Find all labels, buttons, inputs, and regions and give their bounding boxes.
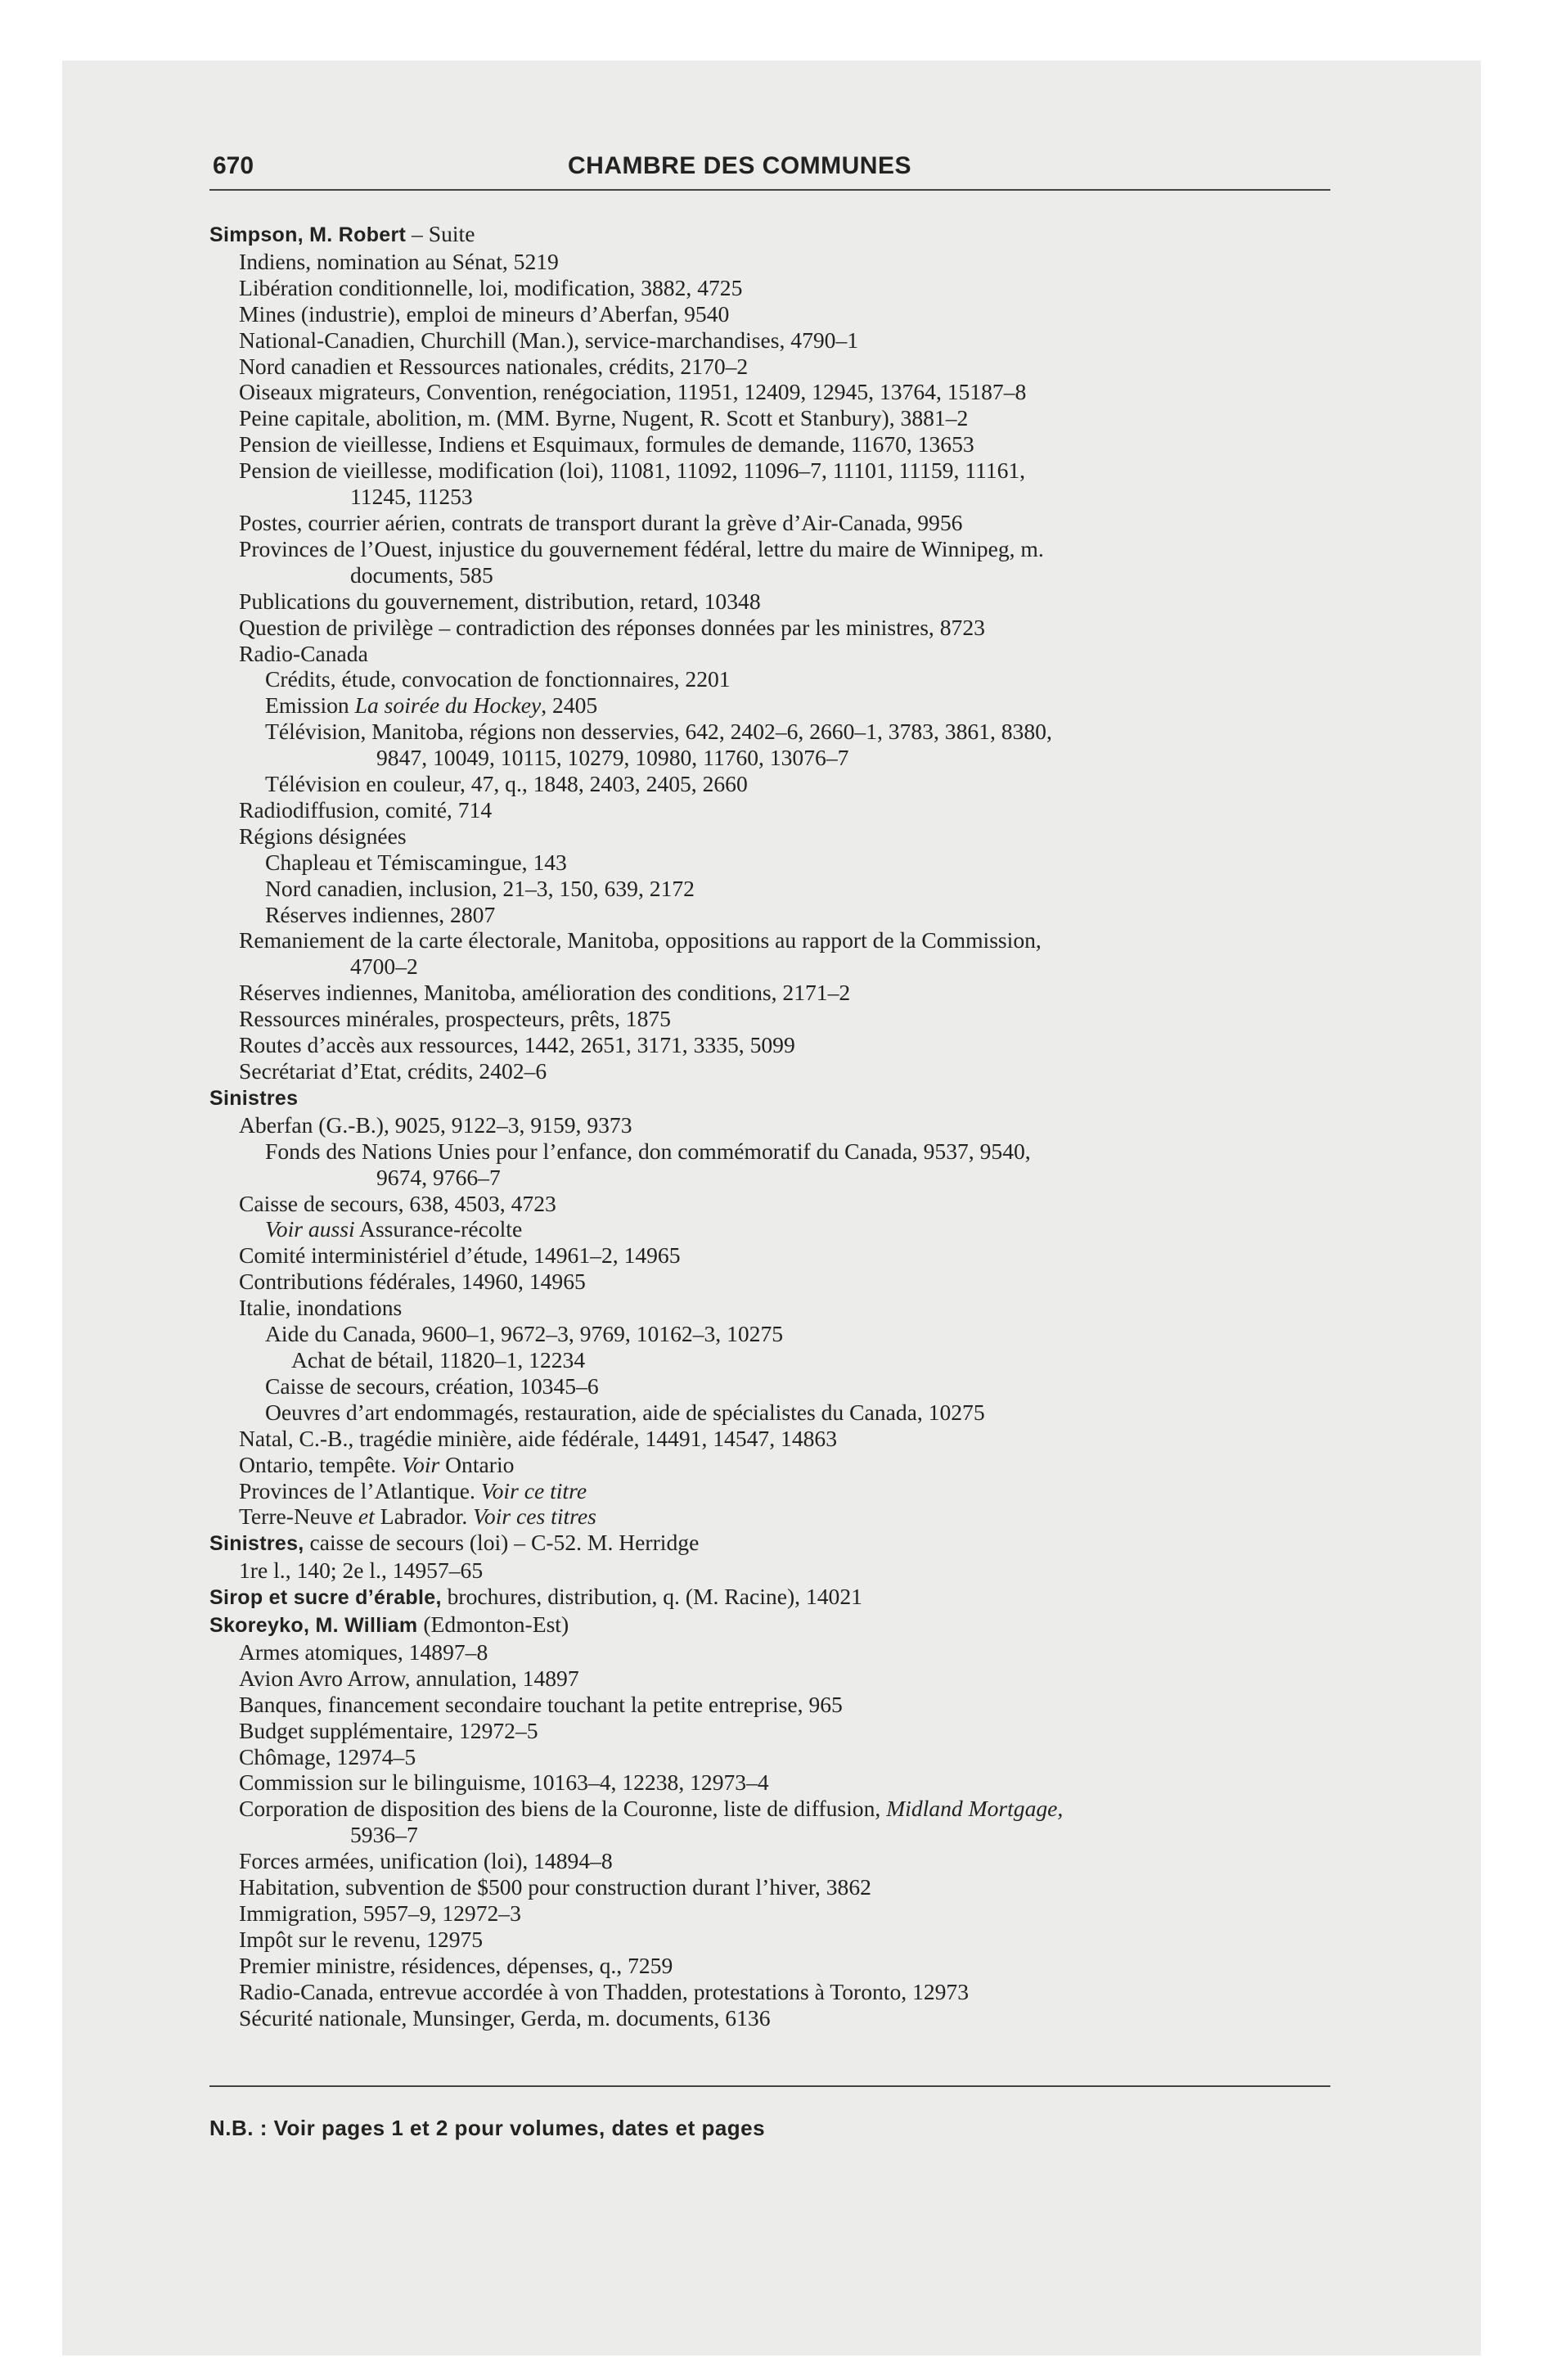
index-subentry: Réserves indiennes, 2807 [265, 901, 496, 927]
index-subentry: Fonds des Nations Unies pour l’enfance, don commémoratif du Canada, 9537, 9540, 9674, 9766–7 [265, 1138, 1031, 1190]
index-subentry: Achat de bétail, 11820–1, 12234 [291, 1346, 586, 1373]
index-entry: Provinces de l’Atlantique. Voir ce titre [239, 1477, 587, 1503]
index-subentry: Télévision, Manitoba, régions non desservies, 642, 2402–6, 2660–1, 3783, 3861, 8380, 9847, 10049, 10115, 10279, 10980, 11760, 13076–7 [265, 719, 1052, 771]
index-heading: Simpson, M. Robert – Suite [209, 221, 475, 246]
index-subentry: Aide du Canada, 9600–1, 9672–3, 9769, 10162–3, 10275 [265, 1321, 784, 1347]
index-heading: Sinistres [209, 1086, 299, 1110]
index-entry: 1re l., 140; 2e l., 14957–65 [239, 1557, 484, 1584]
index-entry: Chômage, 12974–5 [239, 1743, 416, 1769]
index-entry: Contributions fédérales, 14960, 14965 [239, 1269, 586, 1295]
index-subentry: Oeuvres d’art endommagés, restauration, aide de spécialistes du Canada, 10275 [265, 1399, 985, 1425]
index-entry: Forces armées, unification (loi), 14894–8 [239, 1848, 613, 1874]
page-number: 670 [213, 152, 254, 179]
index-heading: Sirop et sucre d’érable, brochures, distribution, q. (M. Racine), 14021 [209, 1584, 862, 1610]
index-entry: Premier ministre, résidences, dépenses, q., 7259 [239, 1952, 673, 1978]
index-entry: Secrétariat d’Etat, crédits, 2402–6 [239, 1058, 547, 1084]
index-entry: Banques, financement secondaire touchant la petite entreprise, 965 [239, 1691, 843, 1717]
index-entry: Publications du gouvernement, distribution, retard, 10348 [239, 588, 761, 614]
index-heading: Skoreyko, M. William (Edmonton-Est) [209, 1611, 569, 1638]
footer-note: N.B. : Voir pages 1 et 2 pour volumes, dates et pages [209, 2116, 766, 2140]
index-entries [209, 221, 1339, 2031]
index-entry: Routes d’accès aux ressources, 1442, 2651, 3171, 3335, 5099 [239, 1032, 795, 1058]
index-subentry: Nord canadien, inclusion, 21–3, 150, 639, 2172 [265, 875, 695, 901]
index-entry: Indiens, nomination au Sénat, 5219 [239, 248, 559, 274]
index-entry: Commission sur le bilinguisme, 10163–4, 12238, 12973–4 [239, 1769, 769, 1796]
index-entry: Libération conditionnelle, loi, modification, 3882, 4725 [239, 274, 743, 300]
index-entry: Nord canadien et Ressources nationales, crédits, 2170–2 [239, 353, 749, 379]
index-entry: Terre-Neuve et Labrador. Voir ces titres [239, 1503, 596, 1530]
index-subentry: Emission La soirée du Hockey, 2405 [265, 692, 598, 719]
index-subentry: Télévision en couleur, 47, q., 1848, 2403, 2405, 2660 [265, 771, 748, 797]
index-entry: Remaniement de la carte électorale, Manitoba, oppositions au rapport de la Commission, 4700–2 [239, 927, 1042, 980]
index-entry: Habitation, subvention de $500 pour construction durant l’hiver, 3862 [239, 1874, 871, 1900]
index-entry: Aberfan (G.-B.), 9025, 9122–3, 9159, 9373 [239, 1111, 632, 1138]
index-entry: Comité interministériel d’étude, 14961–2, 14965 [239, 1242, 681, 1269]
index-subentry: Chapleau et Témiscamingue, 143 [265, 849, 567, 875]
index-entry: Postes, courrier aérien, contrats de transport durant la grève d’Air-Canada, 9956 [239, 509, 963, 535]
index-entry: Question de privilège – contradiction des réponses données par les ministres, 8723 [239, 614, 985, 640]
index-entry: Avion Avro Arrow, annulation, 14897 [239, 1665, 579, 1691]
index-entry: Impôt sur le revenu, 12975 [239, 1926, 484, 1952]
index-entry: Ontario, tempête. Voir Ontario [239, 1451, 515, 1477]
index-entry: Immigration, 5957–9, 12972–3 [239, 1900, 521, 1926]
index-entry: Peine capitale, abolition, m. (MM. Byrne, Nugent, R. Scott et Stanbury), 3881–2 [239, 405, 969, 431]
index-entry: National-Canadien, Churchill (Man.), service-marchandises, 4790–1 [239, 327, 859, 353]
index-subentry: Crédits, étude, convocation de fonctionnaires, 2201 [265, 666, 731, 692]
index-entry: Natal, C.-B., tragédie minière, aide fédérale, 14491, 14547, 14863 [239, 1425, 838, 1451]
index-entry: Régions désignées [239, 823, 407, 849]
index-entry: Italie, inondations [239, 1295, 403, 1321]
index-subentry: Caisse de secours, création, 10345–6 [265, 1373, 599, 1399]
index-entry: Mines (industrie), emploi de mineurs d’Aberfan, 9540 [239, 300, 730, 327]
index-entry: Pension de vieillesse, Indiens et Esquimaux, formules de demande, 11670, 13653 [239, 431, 974, 458]
index-heading: Sinistres, caisse de secours (loi) – C-52. M. Herridge [209, 1530, 700, 1556]
index-entry: Pension de vieillesse, modification (loi), 11081, 11092, 11096–7, 11101, 11159, 11161, 11245, 11253 [239, 458, 1026, 510]
index-entry: Budget supplémentaire, 12972–5 [239, 1717, 538, 1743]
index-entry: Radio-Canada, entrevue accordée à von Thadden, protestations à Toronto, 12973 [239, 1978, 970, 2004]
header-rule [209, 189, 1330, 191]
index-subentry: Voir aussi Assurance-récolte [265, 1216, 523, 1242]
page-header [151, 152, 1329, 193]
footer-rule [209, 2085, 1330, 2087]
index-entry: Sécurité nationale, Munsinger, Gerda, m. documents, 6136 [239, 2004, 771, 2031]
index-entry: Radiodiffusion, comité, 714 [239, 796, 493, 823]
running-title: CHAMBRE DES COMMUNES [567, 152, 911, 179]
index-entry: Oiseaux migrateurs, Convention, renégociation, 11951, 12409, 12945, 13764, 15187–8 [239, 379, 1027, 405]
index-entry: Armes atomiques, 14897–8 [239, 1639, 488, 1665]
index-entry: Radio-Canada [239, 640, 368, 666]
index-entry: Caisse de secours, 638, 4503, 4723 [239, 1190, 556, 1216]
index-entry: Ressources minérales, prospecteurs, prêts, 1875 [239, 1006, 671, 1032]
index-entry: Provinces de l’Ouest, injustice du gouvernement fédéral, lettre du maire de Winnipeg, m. documents, 585 [239, 535, 1044, 588]
index-entry: Corporation de disposition des biens de la Couronne, liste de diffusion, Midland Mortgage, 5936–7 [239, 1796, 1064, 1848]
index-entry: Réserves indiennes, Manitoba, amélioration des conditions, 2171–2 [239, 980, 851, 1006]
